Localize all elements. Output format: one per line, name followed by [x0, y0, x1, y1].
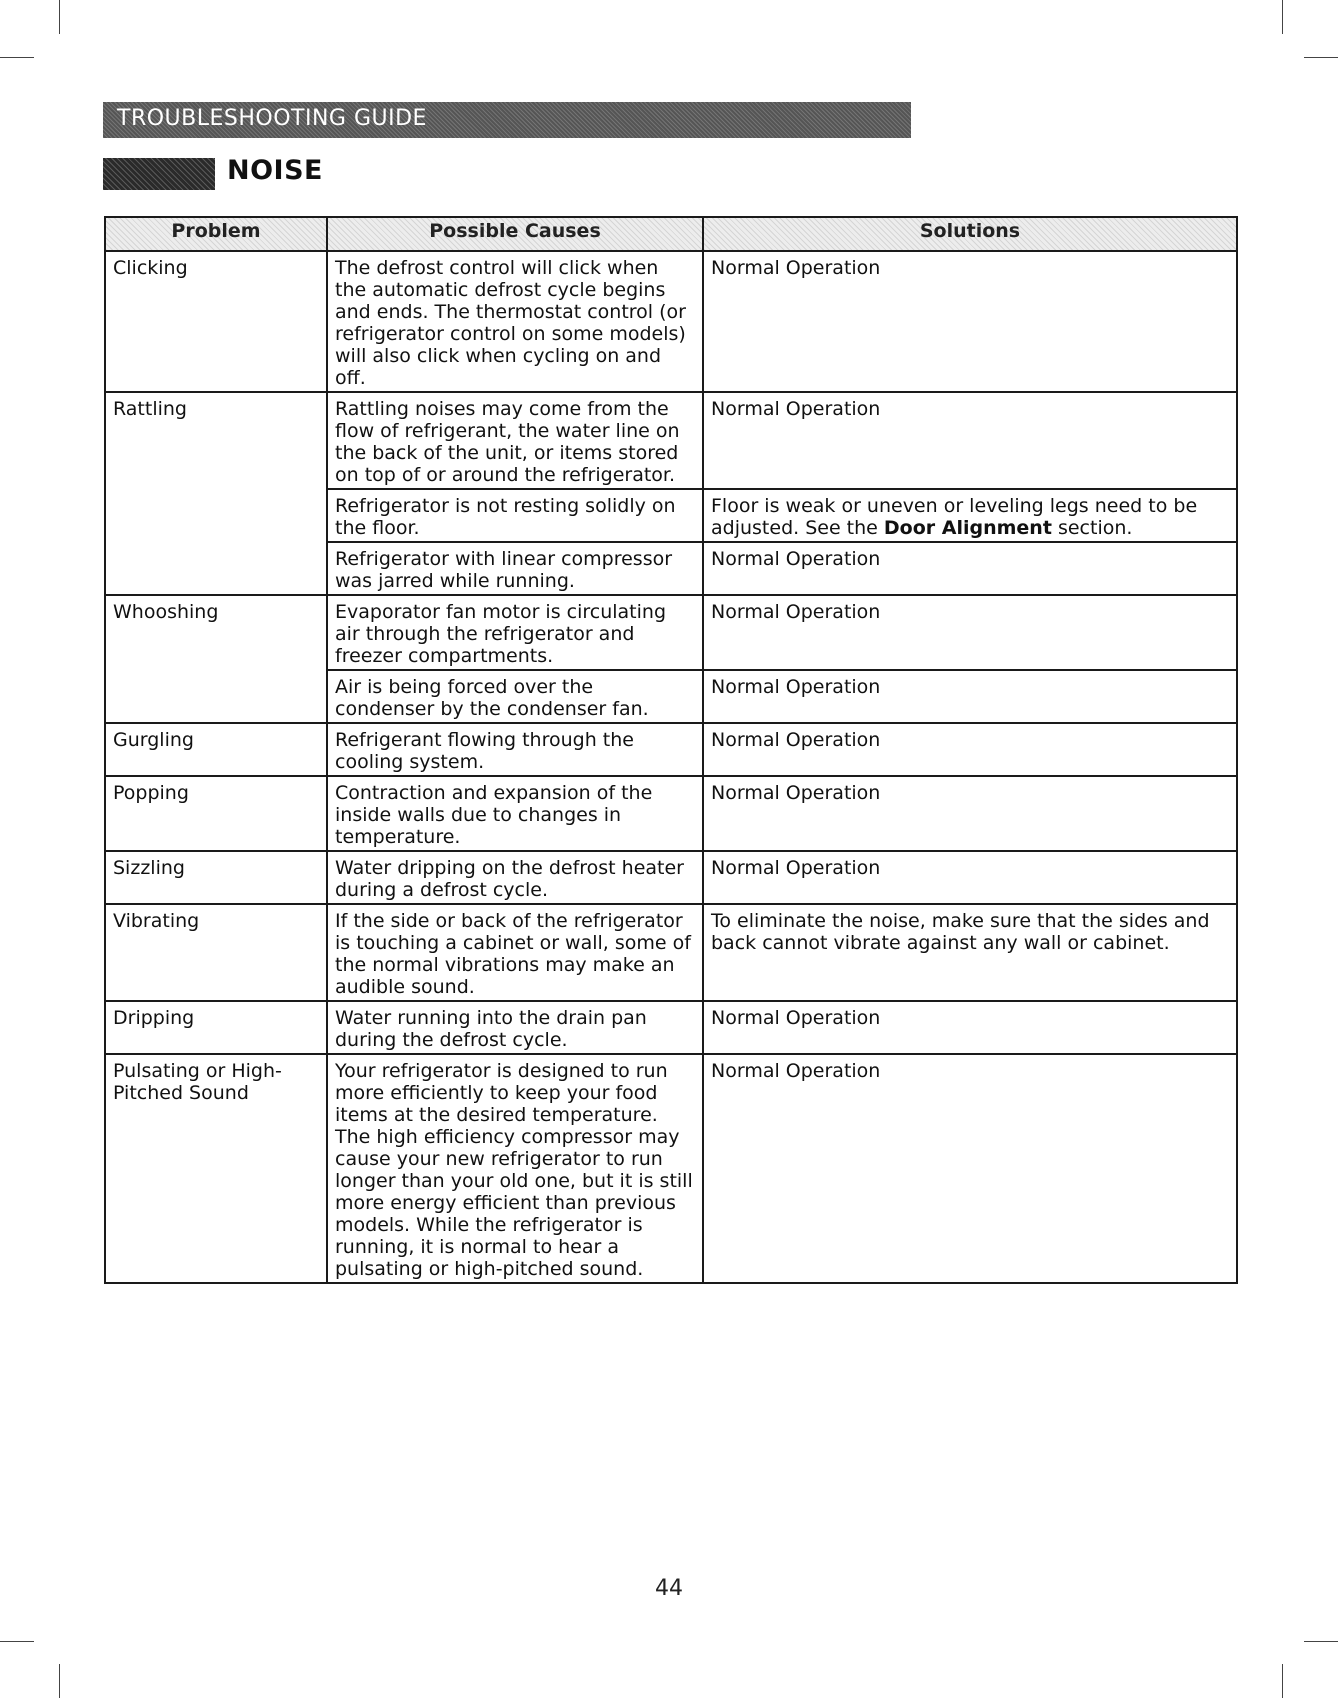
crop-mark-bottom-left-horizontal [0, 1641, 34, 1642]
solution-cell: Normal Operation [703, 851, 1237, 904]
solution-cell: Normal Operation [703, 723, 1237, 776]
guide-banner-title: TROUBLESHOOTING GUIDE [117, 106, 427, 131]
cause-cell: Water dripping on the defrost heater during a defrost cycle. [327, 851, 703, 904]
table-row [105, 1001, 1237, 1054]
crop-mark-bottom-left-vertical [59, 1664, 60, 1698]
solution-cell: Normal Operation [703, 670, 1237, 723]
problem-cell: Clicking [105, 251, 327, 392]
table-row [105, 904, 1237, 1001]
section-marker-block [103, 158, 215, 190]
table-row [105, 392, 1237, 489]
problem-cell: Pulsating or High-Pitched Sound [105, 1054, 327, 1283]
problem-cell: Dripping [105, 1001, 327, 1054]
cause-cell: Contraction and expansion of the inside walls due to changes in temperature. [327, 776, 703, 851]
solution-text: Floor is weak or uneven or leveling legs need to be adjusted. See the [711, 495, 1198, 539]
solution-cell: To eliminate the noise, make sure that the sides and back cannot vibrate against any wall or cabinet. [703, 904, 1237, 1001]
table-row [105, 776, 1237, 851]
table-row [105, 251, 1237, 392]
problem-cell: Vibrating [105, 904, 327, 1001]
cause-cell: If the side or back of the refrigerator is touching a cabinet or wall, some of the normal vibrations may make an audible sound. [327, 904, 703, 1001]
problem-cell: Popping [105, 776, 327, 851]
solution-cell: Normal Operation [703, 392, 1237, 489]
crop-mark-bottom-right-horizontal [1304, 1641, 1338, 1642]
cause-cell: Refrigerant flowing through the cooling system. [327, 723, 703, 776]
solution-text: section. [1051, 517, 1133, 539]
solution-cell: Normal Operation [703, 776, 1237, 851]
problem-cell: Rattling [105, 392, 327, 595]
table-row [105, 595, 1237, 670]
cause-cell: Refrigerator is not resting solidly on the floor. [327, 489, 703, 542]
solution-cell: Normal Operation [703, 1054, 1237, 1283]
cause-cell: Water running into the drain pan during the defrost cycle. [327, 1001, 703, 1054]
door-alignment-reference: Door Alignment [883, 517, 1052, 539]
solution-cell: Normal Operation [703, 595, 1237, 670]
cause-cell: Your refrigerator is designed to run more efficiently to keep your food items at the desired temperature. The high efficiency compressor may cause your new refrigerator to run longer than your old one, but it is still more energy efficient than previous models. While the refrigerator is running, it is normal to hear a pulsating or high-pitched sound. [327, 1054, 703, 1283]
table-header-row [105, 217, 1237, 251]
crop-mark-top-right-horizontal [1304, 57, 1338, 58]
solution-cell: Normal Operation [703, 251, 1237, 392]
cause-cell: The defrost control will click when the automatic defrost cycle begins and ends. The thermostat control (or refrigerator control on some models) will also click when cycling on and off. [327, 251, 703, 392]
cause-cell: Air is being forced over the condenser by the condenser fan. [327, 670, 703, 723]
cause-cell: Rattling noises may come from the flow of refrigerant, the water line on the back of the unit, or items stored on top of or around the refrigerator. [327, 392, 703, 489]
crop-mark-top-right-vertical [1282, 0, 1283, 34]
page-number: 44 [655, 1576, 683, 1601]
solution-cell [703, 489, 1237, 542]
table-row [105, 1054, 1237, 1283]
crop-mark-top-left-horizontal [0, 57, 34, 58]
header-problem: Problem [105, 217, 327, 251]
section-title: NOISE [227, 155, 323, 186]
header-possible-causes: Possible Causes [327, 217, 703, 251]
table-row [105, 723, 1237, 776]
problem-cell: Whooshing [105, 595, 327, 723]
solution-cell: Normal Operation [703, 1001, 1237, 1054]
crop-mark-top-left-vertical [59, 0, 60, 34]
solution-cell: Normal Operation [703, 542, 1237, 595]
problem-cell: Gurgling [105, 723, 327, 776]
problem-cell: Sizzling [105, 851, 327, 904]
crop-mark-bottom-right-vertical [1282, 1664, 1283, 1698]
noise-troubleshooting-table [104, 216, 1238, 1284]
cause-cell: Evaporator fan motor is circulating air through the refrigerator and freezer compartments. [327, 595, 703, 670]
table-row [105, 851, 1237, 904]
header-solutions: Solutions [703, 217, 1237, 251]
cause-cell: Refrigerator with linear compressor was jarred while running. [327, 542, 703, 595]
guide-banner [103, 102, 911, 138]
